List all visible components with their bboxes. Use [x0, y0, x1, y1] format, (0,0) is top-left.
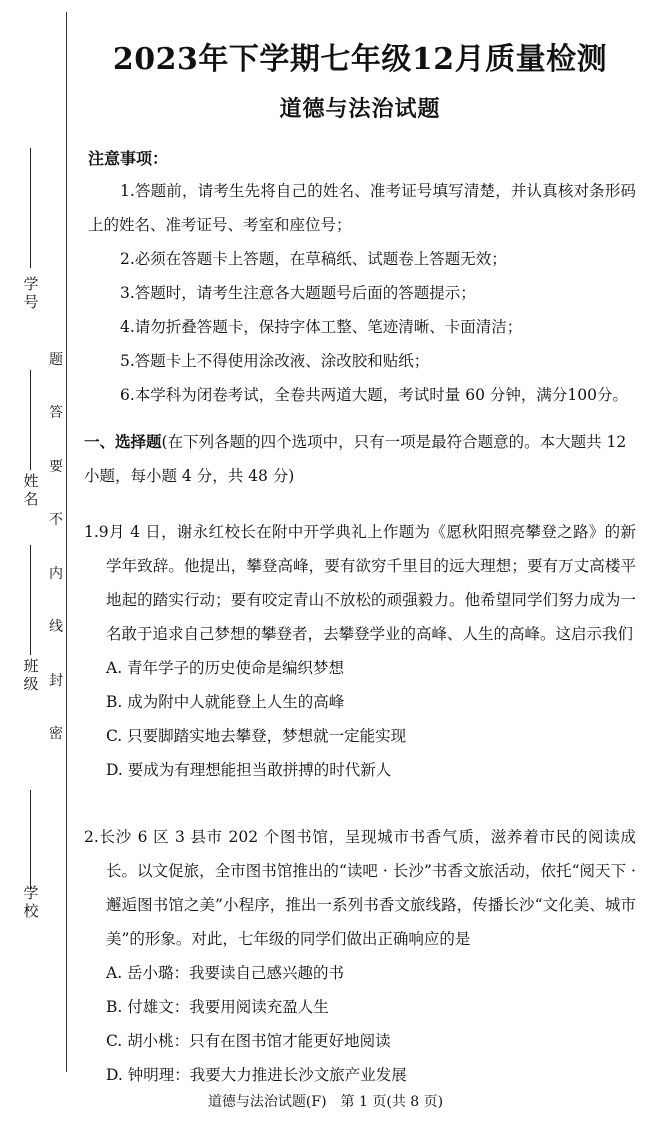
- option-a: A. 岳小璐：我要读自己感兴趣的书: [106, 964, 345, 982]
- school-blank[interactable]: [30, 790, 31, 890]
- class-field[interactable]: [8, 535, 40, 710]
- notice-item: 3.答题时，请考生注意各大题题号后面的答题提示；: [120, 284, 476, 302]
- notice-list: [88, 174, 636, 412]
- section-heading: [84, 425, 636, 493]
- seal-line-warning: [48, 352, 64, 742]
- notice-item: 1.答题前，请考生先将自己的姓名、准考证号填写清楚，并认真核对条形码上的姓名、准考证号、考室和座位号；: [88, 182, 636, 234]
- question-2: [84, 820, 636, 1092]
- warning-char: 不: [49, 512, 63, 529]
- binding-line: [66, 12, 67, 1072]
- question-stem: 1.9月 4 日，谢永红校长在附中开学典礼上作题为《愿秋阳照亮攀登之路》的新学年致辞。他提出，攀登高峰，要有欲穷千里目的远大理想；要有万丈高楼平地起的踏实行动；要有咬定青山不放松的顽强毅力。他希望同学们努力成为一名敢于追求自己梦想的攀登者，去攀登学业的高峰、人生的高峰。这启示我们: [84, 523, 636, 643]
- warning-char: 答: [49, 405, 63, 422]
- class-blank[interactable]: [30, 545, 31, 655]
- student-id-label: 学号: [23, 275, 39, 311]
- warning-char: 密: [49, 725, 63, 742]
- exam-title: 2023年下学期七年级12月质量检测: [112, 42, 608, 77]
- warning-char: 线: [49, 619, 63, 636]
- exam-subtitle: 道德与法治试题: [279, 96, 441, 122]
- notice-item: 6.本学科为闭卷考试，全卷共两道大题，考试时量 60 分钟，满分100分。: [120, 386, 628, 404]
- student-id-blank[interactable]: [30, 148, 31, 268]
- section-instructions: (在下列各题的四个选项中，只有一项是最符合题意的。本大题共 12 小题，每小题 4 分，共 48 分): [84, 433, 627, 485]
- binding-margin: [0, 0, 72, 1080]
- question-stem: 2.长沙 6 区 3 县市 202 个图书馆，呈现城市书香气质，滋养着市民的阅读成长。以文促旅，全市图书馆推出的“读吧 · 长沙”书香文旅活动，依托“阅天下 · 邂逅图书馆之美”小程序，推出一系列书香文旅线路，传播长沙“文化美、城市美”的形象。对此，七年级的同学们做出正确响应的是: [84, 828, 636, 948]
- warning-char: 封: [49, 672, 63, 689]
- notice-item: 4.请勿折叠答题卡，保持字体工整、笔迹清晰、卡面清洁；: [120, 318, 523, 336]
- section-title: 一、选择题: [84, 433, 162, 451]
- option-d: D. 要成为有理想能担当敢拼搏的时代新人: [106, 761, 392, 779]
- option-c: C. 胡小桃：只有在图书馆才能更好地阅读: [106, 1032, 391, 1050]
- name-field[interactable]: [8, 360, 40, 530]
- page-footer: 道德与法治试题(F) 第 1 页(共 8 页): [207, 1094, 444, 1110]
- notice-heading: 注意事项：: [88, 149, 169, 168]
- warning-char: 要: [49, 458, 63, 475]
- option-b: B. 付雄文：我要用阅读充盈人生: [106, 998, 329, 1016]
- option-d: D. 钟明理：我要大力推进长沙文旅产业发展: [106, 1066, 407, 1084]
- warning-char: 内: [49, 565, 63, 582]
- notice-item: 2.必须在答题卡上答题，在草稿纸、试题卷上答题无效；: [120, 250, 507, 268]
- school-label: 学校: [23, 884, 39, 920]
- school-field[interactable]: [8, 780, 40, 950]
- option-a: A. 青年学子的历史使命是编织梦想: [106, 659, 345, 677]
- option-b: B. 成为附中人就能登上人生的高峰: [106, 693, 345, 711]
- question-1: [84, 515, 636, 787]
- name-blank[interactable]: [30, 370, 31, 470]
- warning-char: 题: [49, 352, 63, 368]
- name-label: 姓名: [23, 472, 39, 508]
- class-label: 班级: [23, 657, 39, 693]
- student-id-field[interactable]: [8, 140, 40, 345]
- option-c: C. 只要脚踏实地去攀登，梦想就一定能实现: [106, 727, 407, 745]
- notice-item: 5.答题卡上不得使用涂改液、涂改胶和贴纸；: [120, 352, 430, 370]
